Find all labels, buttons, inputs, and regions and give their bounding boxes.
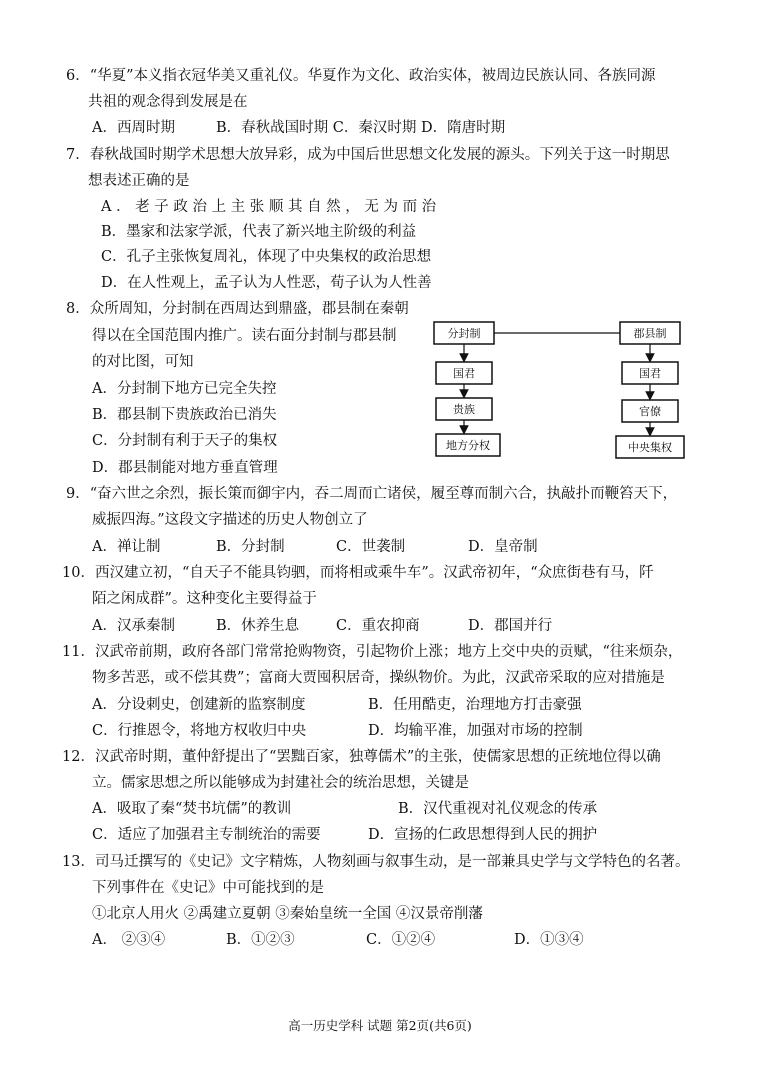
q11-option-c: C．行推恩令，将地方权收归中央 [92,723,307,739]
label-guojun-left: 国君 [453,367,475,380]
q11-stem-line-2: 物多苦恶，或不偿其费”；富商大贾囤积居奇，操纵物价。为此，汉武帝采取的应对措施是 [92,670,665,686]
q12-option-c: C．适应了加强君主专制统治的需要 [92,827,321,843]
q7-option-c: C．孔子主张恢复周礼，体现了中央集权的政治思想 [101,249,432,265]
q10-stem-line-2: 陌之闲成群”。这种变化主要得益于 [92,591,317,607]
q11-stem-line-1: 11．汉武帝前期，政府各部门常常抢购物资，引起物价上涨；地方上交中央的贡赋，“往来烦杂， [62,644,683,660]
q11-option-a: A．分设刺史，创建新的监察制度 [92,697,306,713]
q6-stem-line-2: 共祖的观念得到发展是在 [88,94,248,110]
label-junxian: 郡县制 [633,327,667,340]
label-guojun-right: 国君 [639,367,661,380]
label-guizu: 贵族 [453,403,475,416]
q9-option-c: C．世袭制 [336,539,406,555]
label-guanliao: 官僚 [639,405,661,418]
right-column [616,322,684,458]
q9-option-d: D．皇帝制 [468,539,538,555]
q8-option-a: A．分封制下地方已完全失控 [92,381,277,397]
left-column [434,322,500,456]
q8-stem-line-1: 8．众所周知，分封制在西周达到鼎盛，郡县制在秦朝 [66,301,409,317]
q13-stem-line-1: 13．司马迁撰写的《史记》文字精炼，人物刻画与叙事生动，是一部兼具史学与文学特色的名著。 [62,854,690,870]
q7-option-d: D．在人性观上，孟子认为人性恶，荀子认为人性善 [101,275,432,291]
label-difangfenquan: 地方分权 [446,439,490,452]
q13-option-b: B．①②③ [226,932,295,948]
q11-option-b: B．任用酷吏，治理地方打击豪强 [368,697,582,713]
q8-stem-line-3: 的对比图，可知 [92,354,194,370]
q8-stem-line-2: 得以在全国范围内推广。读右面分封制与郡县制 [92,328,397,344]
q10-option-a: A．汉承秦制 [92,618,175,634]
q12-option-b: B．汉代重视对礼仪观念的传承 [398,801,598,817]
q12-option-a: A．吸取了秦“焚书坑儒”的教训 [92,801,292,817]
system-comparison-diagram [430,318,696,464]
q13-stem-line-2: 下列事件在《史记》中可能找到的是 [92,880,324,896]
q7-option-b: B．墨家和法家学派，代表了新兴地主阶级的利益 [101,224,417,240]
q6-options-bcd: B．春秋战国时期 C．秦汉时期 D．隋唐时期 [216,120,506,136]
q6-option-a: A．西周时期 [92,120,175,136]
q13-option-d: D．①③④ [514,932,584,948]
q12-stem-line-2: 立。儒家思想之所以能够成为封建社会的统治思想，关键是 [92,775,469,791]
label-zhongyangjiquan: 中央集权 [628,441,672,454]
q10-option-b: B．休养生息 [216,618,300,634]
q8-option-b: B．郡县制下贵族政治已消失 [92,407,277,423]
q7-stem-line-1: 7．春秋战国时期学术思想大放异彩，成为中国后世思想文化发展的源头。下列关于这一时期思 [66,147,670,163]
q7-option-a: A．老子政治上主张顺其自然，无为而治 [101,199,441,215]
q10-option-c: C．重农抑商 [336,618,420,634]
q9-option-b: B．分封制 [216,539,285,555]
q12-stem-line-1: 12．汉武帝时期，董仲舒提出了“罢黜百家，独尊儒术”的主张，使儒家思想的正统地位得以确 [62,749,661,765]
q9-option-a: A．禅让制 [92,539,161,555]
q9-stem-line-2: 威振四海。”这段文字描述的历史人物创立了 [92,512,368,528]
q13-option-a: A． ②③④ [92,932,166,948]
page-footer: 高一历史学科 试题 第2页(共6页) [288,1018,472,1033]
label-fenfeng: 分封制 [447,327,481,340]
q12-option-d: D．宣扬的仁政思想得到人民的拥护 [368,827,598,843]
q13-option-c: C．①②④ [366,932,436,948]
q10-option-d: D．郡国并行 [468,618,553,634]
q8-option-c: C．分封制有利于天子的集权 [92,433,278,449]
q8-option-d: D．郡县制能对地方垂直管理 [92,460,278,476]
q11-option-d: D．均输平准，加强对市场的控制 [368,723,583,739]
q13-statement-items: ①北京人用火 ②禹建立夏朝 ③秦始皇统一全国 ④汉景帝削藩 [92,906,483,922]
q9-stem-line-1: 9．“奋六世之余烈，振长策而御宇内，吞二周而亡诸侯，履至尊而制六合，执敲扑而鞭笞天下， [66,486,678,502]
q7-stem-line-2: 想表述正确的是 [88,173,190,189]
q6-stem-line-1: 6．“华夏”本义指衣冠华美又重礼仪。华夏作为文化、政治实体，被周边民族认同、各族同源 [66,68,656,84]
q10-stem-line-1: 10．西汉建立初，“自天子不能具钧驷，而将相或乘牛车”。汉武帝初年，“众庶街巷有马，阡 [62,565,654,581]
